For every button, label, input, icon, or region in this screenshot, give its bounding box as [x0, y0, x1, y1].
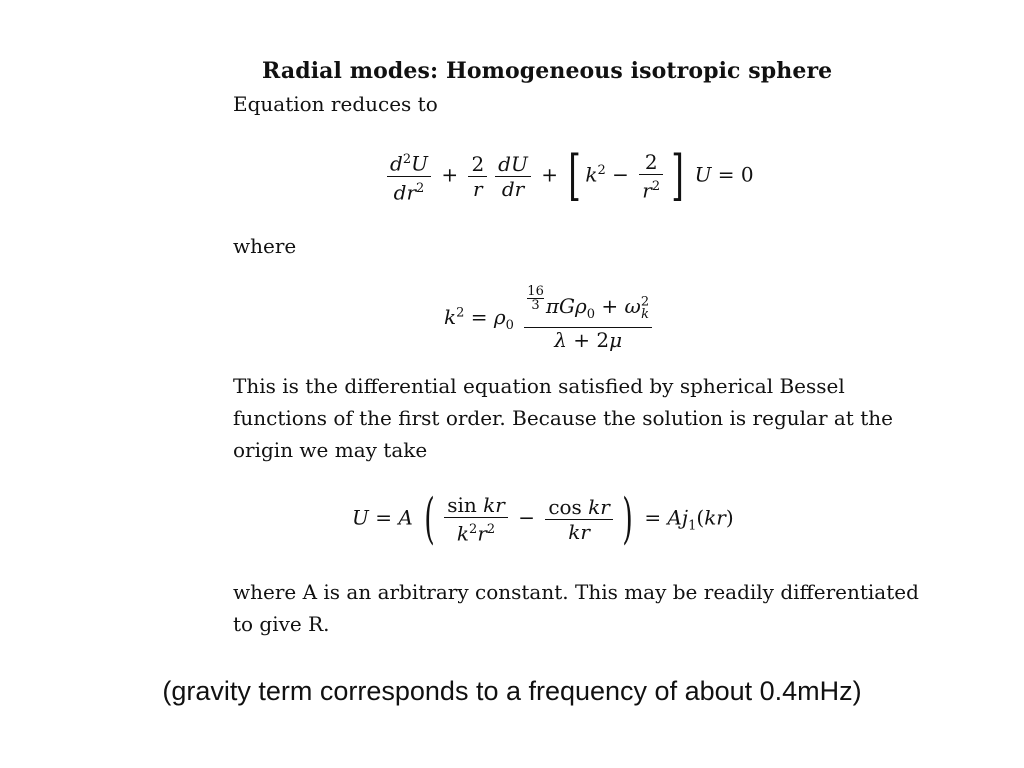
wavenumber-equation: $k^2 = \rho_0$ $\frac{16}{3}$ $\pi G\rho_0 + \omega^2_k$ λ + 2μ — [444, 285, 656, 352]
solution-equation: U = A ( $\frac{\text{sin kr}}{k^2r^2}$ − $\frac{\text{cos kr}}{kr}$ ) = $Aj_1(kr)$ — [352, 487, 734, 550]
radial-equation: $\frac{d^2U}{dr^2}$ + $\frac{2}{r}$ $\frac{dU}{dr}$ + [ $k^2$ − $\frac{2}{r^2}$ ] U = 0 — [383, 148, 754, 204]
constant-paragraph: where A is an arbitrary constant. This may be readily differentiated to give R. — [233, 580, 919, 636]
intro-text: Equation reduces to — [233, 92, 438, 116]
bessel-paragraph: This is the differential equation satisfied by spherical Bessel functions of the first order. Because the solution is regular at the origin we may take — [233, 374, 893, 462]
where-label: where — [233, 234, 297, 258]
footer-note: (gravity term corresponds to a frequency of about 0.4mHz) — [162, 676, 862, 706]
slide-title: Radial modes: Homogeneous isotropic sphere — [262, 58, 833, 84]
